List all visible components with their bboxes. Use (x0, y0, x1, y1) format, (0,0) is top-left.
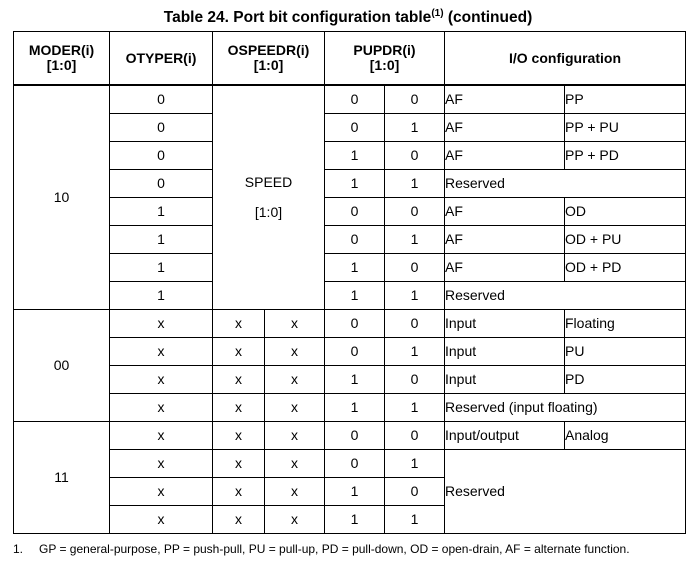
io-reserved-cell: Reserved (445, 450, 686, 534)
table-row (14, 422, 686, 450)
port-config-table (13, 31, 686, 534)
ospeedr0-cell: x (265, 366, 325, 394)
table-title (0, 8, 696, 27)
ospeedr1-cell: x (213, 450, 265, 478)
io-mode-cell: AF (445, 114, 565, 142)
pupdr1-cell: 0 (325, 422, 385, 450)
otyper-cell: x (110, 450, 213, 478)
pupdr0-cell: 0 (385, 254, 445, 282)
otyper-cell: 1 (110, 254, 213, 282)
moder-header-line1: MODER(i) (28, 42, 95, 58)
pupdr1-cell: 1 (325, 366, 385, 394)
pupdr1-cell: 1 (325, 254, 385, 282)
pupdr0-cell: 0 (385, 478, 445, 506)
table-row (14, 170, 686, 198)
moder-header-line2: [1:0] (46, 57, 77, 73)
otyper-header: OTYPER(i) (110, 32, 213, 86)
pupdr1-cell: 1 (325, 142, 385, 170)
table-row (14, 282, 686, 310)
io-type-cell: Analog (565, 422, 686, 450)
table-row (14, 394, 686, 422)
table-row (14, 198, 686, 226)
pupdr1-cell: 1 (325, 394, 385, 422)
pupdr0-cell: 0 (385, 310, 445, 338)
table-title-suffix: (continued) (443, 9, 533, 27)
pupdr-header-line1: PUPDR(i) (353, 42, 416, 58)
pupdr-header-line2: [1:0] (369, 57, 400, 73)
otyper-cell: x (110, 338, 213, 366)
io-mode-cell: AF (445, 142, 565, 170)
table-row (14, 310, 686, 338)
otyper-cell: x (110, 394, 213, 422)
io-type-cell: Floating (565, 310, 686, 338)
io-reserved-cell: Reserved (445, 170, 686, 198)
pupdr1-cell: 1 (325, 282, 385, 310)
moder-value: 00 (14, 310, 110, 422)
pupdr0-cell: 1 (385, 506, 445, 534)
pupdr0-cell: 1 (385, 338, 445, 366)
ospeedr1-cell: x (213, 506, 265, 534)
ospeedr-header-line2: [1:0] (253, 57, 284, 73)
pupdr1-cell: 1 (325, 170, 385, 198)
pupdr0-cell: 0 (385, 85, 445, 114)
pupdr1-cell: 0 (325, 226, 385, 254)
speed-label: SPEED (244, 174, 293, 190)
table-row (14, 254, 686, 282)
pupdr-header (325, 32, 445, 86)
io-mode-cell: Input (445, 310, 565, 338)
pupdr0-cell: 1 (385, 282, 445, 310)
io-type-cell: OD + PU (565, 226, 686, 254)
io-mode-cell: AF (445, 85, 565, 114)
speed-bits: [1:0] (254, 204, 283, 220)
footnote-number: 1. (13, 542, 24, 556)
ospeedr-header-line1: OSPEEDR(i) (227, 42, 310, 58)
ospeedr1-cell: x (213, 422, 265, 450)
io-type-cell: PU (565, 338, 686, 366)
io-type-cell: OD + PD (565, 254, 686, 282)
io-type-cell: PP + PU (565, 114, 686, 142)
table-row (14, 338, 686, 366)
table-row (14, 226, 686, 254)
pupdr0-cell: 1 (385, 226, 445, 254)
ospeedr1-cell: x (213, 338, 265, 366)
pupdr0-cell: 1 (385, 170, 445, 198)
otyper-cell: 1 (110, 198, 213, 226)
io-reserved-cell: Reserved (input floating) (445, 394, 686, 422)
io-type-cell: PD (565, 366, 686, 394)
io-mode-cell: AF (445, 226, 565, 254)
otyper-cell: 0 (110, 170, 213, 198)
io-config-header: I/O configuration (445, 32, 686, 86)
pupdr1-cell: 0 (325, 198, 385, 226)
ospeedr0-cell: x (265, 394, 325, 422)
pupdr0-cell: 1 (385, 394, 445, 422)
io-mode-cell: Input/output (445, 422, 565, 450)
ospeedr0-cell: x (265, 310, 325, 338)
pupdr1-cell: 0 (325, 114, 385, 142)
pupdr1-cell: 0 (325, 338, 385, 366)
table-row (14, 85, 686, 114)
ospeedr0-cell: x (265, 422, 325, 450)
pupdr1-cell: 0 (325, 310, 385, 338)
moder-header (14, 32, 110, 86)
otyper-cell: 0 (110, 114, 213, 142)
table-title-footnote-ref: (1) (431, 8, 444, 19)
io-type-cell: PP + PD (565, 142, 686, 170)
io-mode-cell: Input (445, 338, 565, 366)
table-row (14, 366, 686, 394)
ospeedr-header (213, 32, 325, 86)
pupdr0-cell: 0 (385, 198, 445, 226)
pupdr1-cell: 1 (325, 506, 385, 534)
moder-value: 11 (14, 422, 110, 534)
otyper-cell: 0 (110, 142, 213, 170)
moder-value: 10 (14, 85, 110, 310)
footnote-text: GP = general-purpose, PP = push-pull, PU = pull-up, PD = pull-down, OD = open-drain, AF = alternate function. (39, 542, 630, 556)
table-row (14, 450, 686, 478)
io-type-cell: OD (565, 198, 686, 226)
ospeedr0-cell: x (265, 506, 325, 534)
ospeedr0-cell: x (265, 478, 325, 506)
pupdr0-cell: 1 (385, 450, 445, 478)
ospeedr0-cell: x (265, 450, 325, 478)
pupdr0-cell: 0 (385, 142, 445, 170)
header-row (14, 32, 686, 86)
io-type-cell: PP (565, 85, 686, 114)
pupdr0-cell: 0 (385, 422, 445, 450)
ospeedr1-cell: x (213, 394, 265, 422)
pupdr0-cell: 0 (385, 366, 445, 394)
otyper-cell: 1 (110, 226, 213, 254)
table-title-text: Table 24. Port bit configuration table (163, 9, 432, 27)
speed-cell (213, 85, 325, 310)
otyper-cell: 0 (110, 85, 213, 114)
ospeedr1-cell: x (213, 478, 265, 506)
ospeedr1-cell: x (213, 366, 265, 394)
pupdr0-cell: 1 (385, 114, 445, 142)
pupdr1-cell: 0 (325, 85, 385, 114)
pupdr1-cell: 1 (325, 478, 385, 506)
table-row (14, 142, 686, 170)
otyper-cell: x (110, 310, 213, 338)
table-row (14, 114, 686, 142)
io-reserved-cell: Reserved (445, 282, 686, 310)
ospeedr0-cell: x (265, 338, 325, 366)
pupdr1-cell: 0 (325, 450, 385, 478)
io-mode-cell: Input (445, 366, 565, 394)
io-mode-cell: AF (445, 254, 565, 282)
otyper-cell: x (110, 478, 213, 506)
otyper-cell: x (110, 366, 213, 394)
ospeedr1-cell: x (213, 310, 265, 338)
otyper-cell: 1 (110, 282, 213, 310)
otyper-cell: x (110, 422, 213, 450)
otyper-cell: x (110, 506, 213, 534)
io-mode-cell: AF (445, 198, 565, 226)
